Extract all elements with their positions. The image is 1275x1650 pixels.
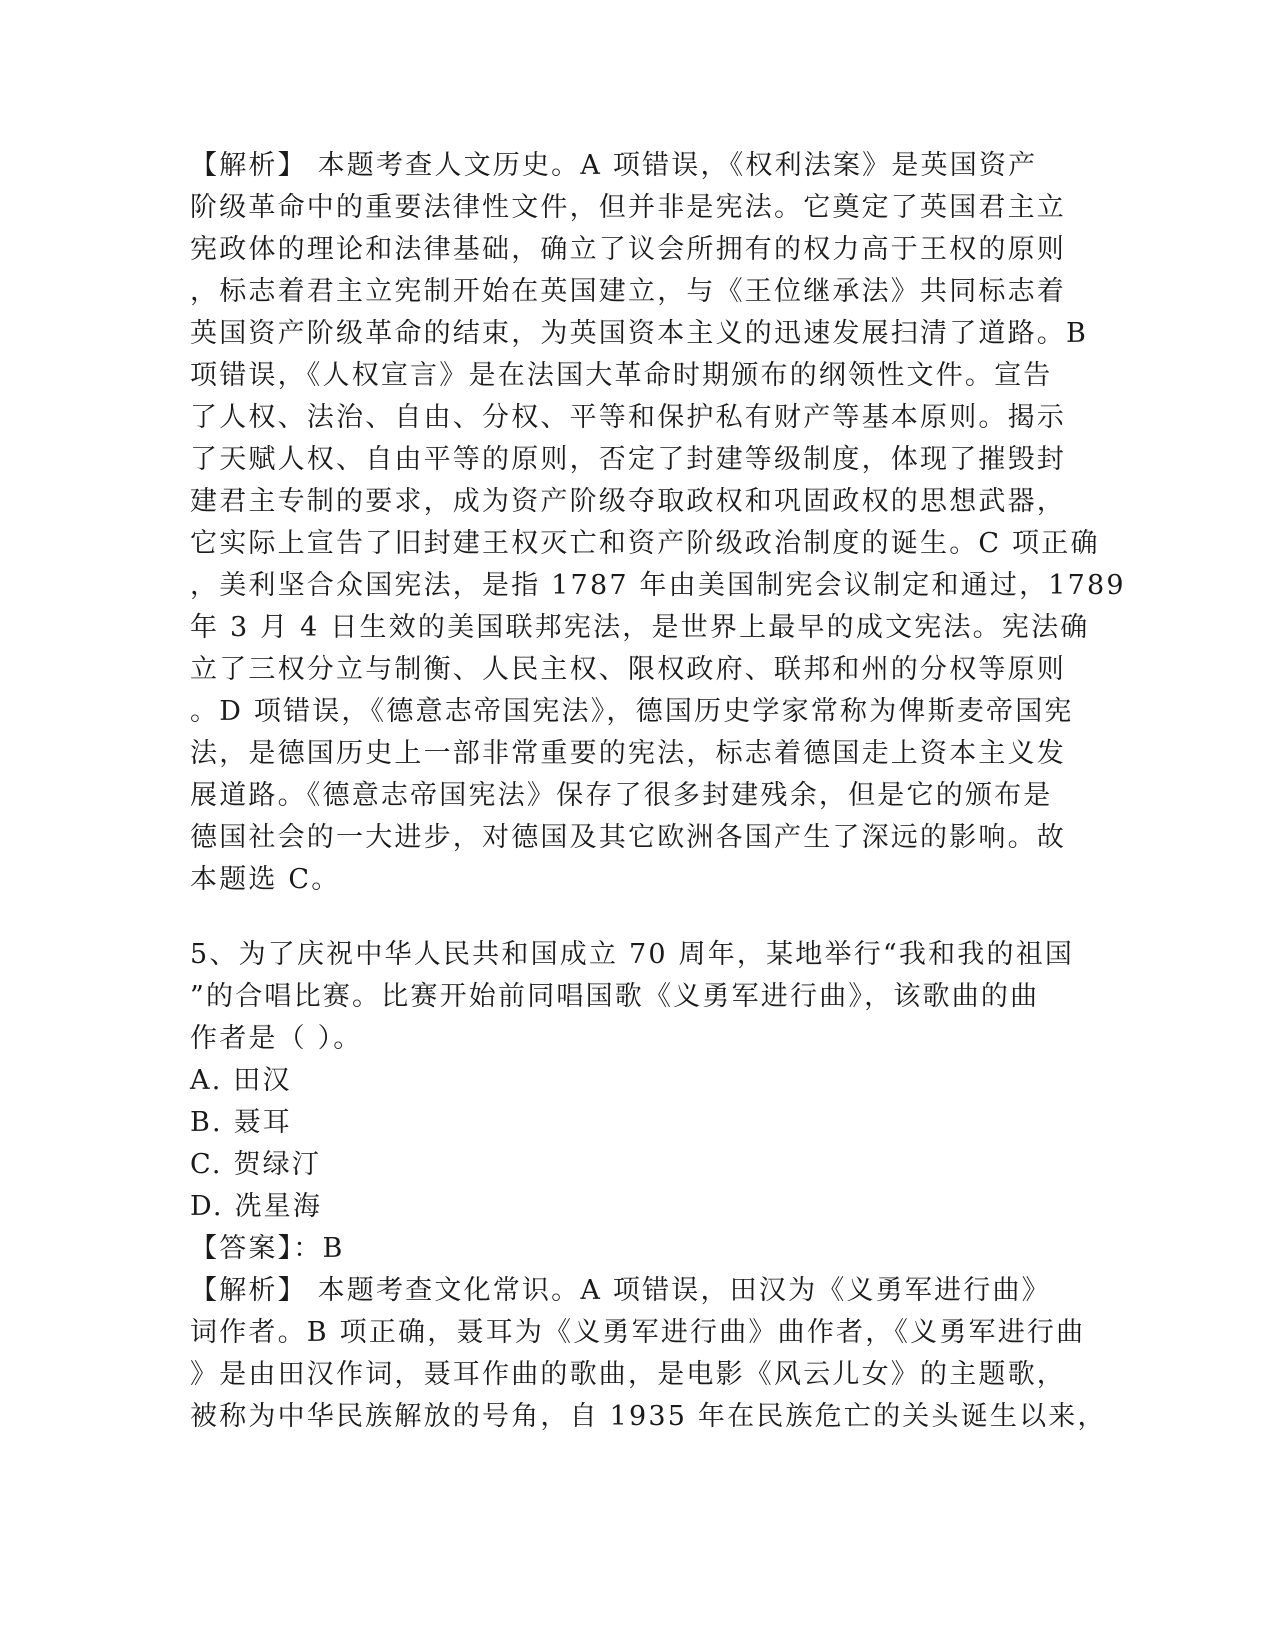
option-d: D. 冼星海 [190,1191,323,1222]
analysis-line: 被称为中华民族解放的号角，自 1935 年在民族危亡的关头诞生以来， [190,1401,1107,1432]
analysis-line: 词作者。B 项正确，聂耳为《义勇军进行曲》曲作者，《义勇军进行曲 [190,1317,1086,1348]
analysis-line: 法，是德国历史上一部非常重要的宪法，标志着德国走上资本主义发 [190,738,1066,769]
analysis-line: 【解析】 本题考查文化常识。A 项错误，田汉为《义勇军进行曲》 [190,1275,1051,1306]
analysis-line: 立了三权分立与制衡、人民主权、限权政府、联邦和州的分权等原则 [190,654,1066,685]
analysis-line: 本题选 C。 [190,864,341,895]
analysis-line: 。D 项错误，《德意志帝国宪法》，德国历史学家常称为俾斯麦帝国宪 [190,696,1074,727]
analysis-line: 项错误，《人权宣言》是在法国大革命时期颁布的纲领性文件。宣告 [190,360,1053,391]
analysis-line: 展道路。《德意志帝国宪法》保存了很多封建残余，但是它的颁布是 [190,780,1053,811]
option-b: B. 聂耳 [190,1107,293,1138]
analysis-line: 它实际上宣告了旧封建王权灭亡和资产阶级政治制度的诞生。C 项正确 [190,528,1100,559]
question-stem-line: ”的合唱比赛。比赛开始前同唱国歌《义勇军进行曲》，该歌曲的曲 [190,981,1040,1012]
question-stem-line: 5、为了庆祝中华人民共和国成立 70 周年，某地举行“我和我的祖国 [190,939,1075,970]
analysis-line: 德国社会的一大进步，对德国及其它欧洲各国产生了深远的影响。故 [190,822,1066,853]
analysis-line: 了天赋人权、自由平等的原则，否定了封建等级制度，体现了摧毁封 [190,444,1066,475]
analysis-line: ，美利坚合众国宪法，是指 1787 年由美国制宪会议制定和通过，1789 [190,570,1126,601]
question-stem-line: 作者是（ ）。 [190,1023,363,1054]
answer-line: 【答案】：B [190,1233,345,1264]
option-a: A. 田汉 [190,1065,292,1096]
question-5-section [190,934,1107,1438]
analysis-line: 英国资产阶级革命的结束，为英国资本主义的迅速发展扫清了道路。B [190,318,1089,349]
analysis-line: 年 3 月 4 日生效的美国联邦宪法，是世界上最早的成文宪法。宪法确 [190,612,1090,643]
option-c: C. 贺绿汀 [190,1149,322,1180]
analysis-line: 了人权、法治、自由、分权、平等和保护私有财产等基本原则。揭示 [190,402,1066,433]
analysis-line: 宪政体的理论和法律基础，确立了议会所拥有的权力高于王权的原则 [190,234,1066,265]
analysis-line: 【解析】 本题考查人文历史。A 项错误，《权利法案》是英国资产 [190,150,1038,181]
analysis-line: 阶级革命中的重要法律性文件，但并非是宪法。它奠定了英国君主立 [190,192,1066,223]
analysis-line: 》是由田汉作词，聂耳作曲的歌曲，是电影《风云儿女》的主题歌， [190,1359,1066,1390]
analysis-section-1 [190,145,1126,901]
analysis-line: ，标志着君主立宪制开始在英国建立，与《王位继承法》共同标志着 [190,276,1066,307]
analysis-line: 建君主专制的要求，成为资产阶级夺取政权和巩固政权的思想武器， [190,486,1066,517]
